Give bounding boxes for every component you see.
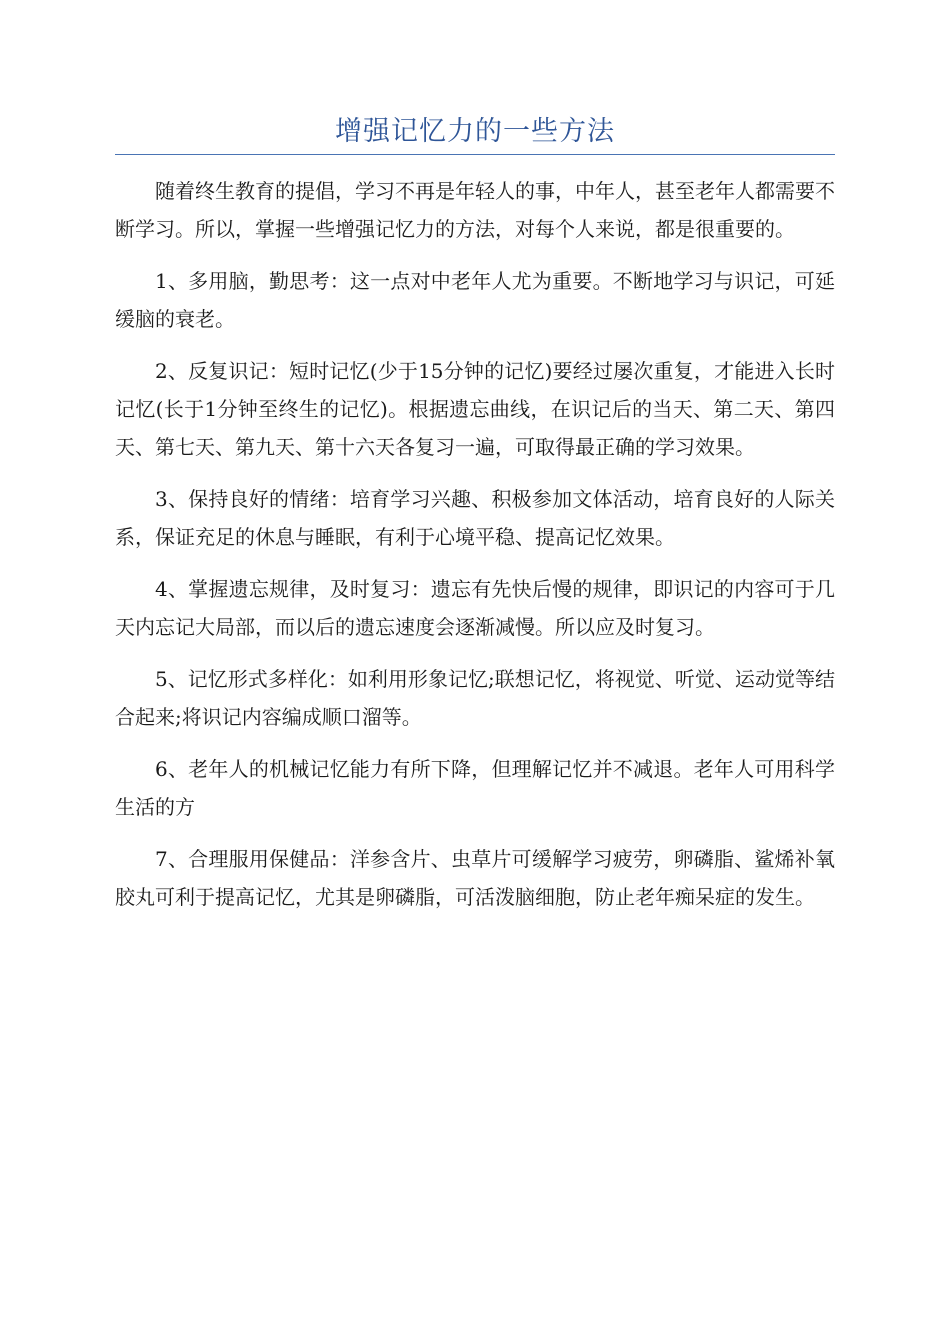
paragraph-4: 4、掌握遗忘规律，及时复习：遗忘有先快后慢的规律，即识记的内容可于几天内忘记大局部，而以后的遗忘速度会逐渐减慢。所以应及时复习。: [115, 577, 835, 639]
paragraph-7: 7、合理服用保健品：洋参含片、虫草片可缓解学习疲劳，卵磷脂、鲨烯补氧胶丸可利于提高记忆，尤其是卵磷脂，可活泼脑细胞，防止老年痴呆症的发生。: [115, 847, 835, 909]
paragraph-5: 5、记忆形式多样化：如利用形象记忆;联想记忆，将视觉、听觉、运动觉等结合起来;将识记内容编成顺口溜等。: [115, 667, 835, 729]
paragraph-3: 3、保持良好的情绪：培育学习兴趣、积极参加文体活动，培育良好的人际关系，保证充足的休息与睡眠，有利于心境平稳、提高记忆效果。: [115, 487, 835, 549]
document-body: [115, 172, 835, 930]
paragraph-intro: 随着终生教育的提倡，学习不再是年轻人的事，中年人，甚至老年人都需要不断学习。所以，掌握一些增强记忆力的方法，对每个人来说，都是很重要的。: [115, 179, 835, 241]
title-underline: [115, 154, 835, 155]
page-title: 增强记忆力的一些方法: [335, 116, 615, 147]
paragraph-2: 2、反复识记：短时记忆(少于15分钟的记忆)要经过屡次重复，才能进入长时记忆(长于1分钟至终生的记忆)。根据遗忘曲线，在识记后的当天、第二天、第四天、第七天、第九天、第十六天各复习一遍，可取得最正确的学习效果。: [115, 359, 835, 459]
paragraph-6: 6、老年人的机械记忆能力有所下降，但理解记忆并不减退。老年人可用科学生活的方: [115, 757, 835, 819]
paragraph-1: 1、多用脑，勤思考：这一点对中老年人尤为重要。不断地学习与识记，可延缓脑的衰老。: [115, 269, 835, 331]
